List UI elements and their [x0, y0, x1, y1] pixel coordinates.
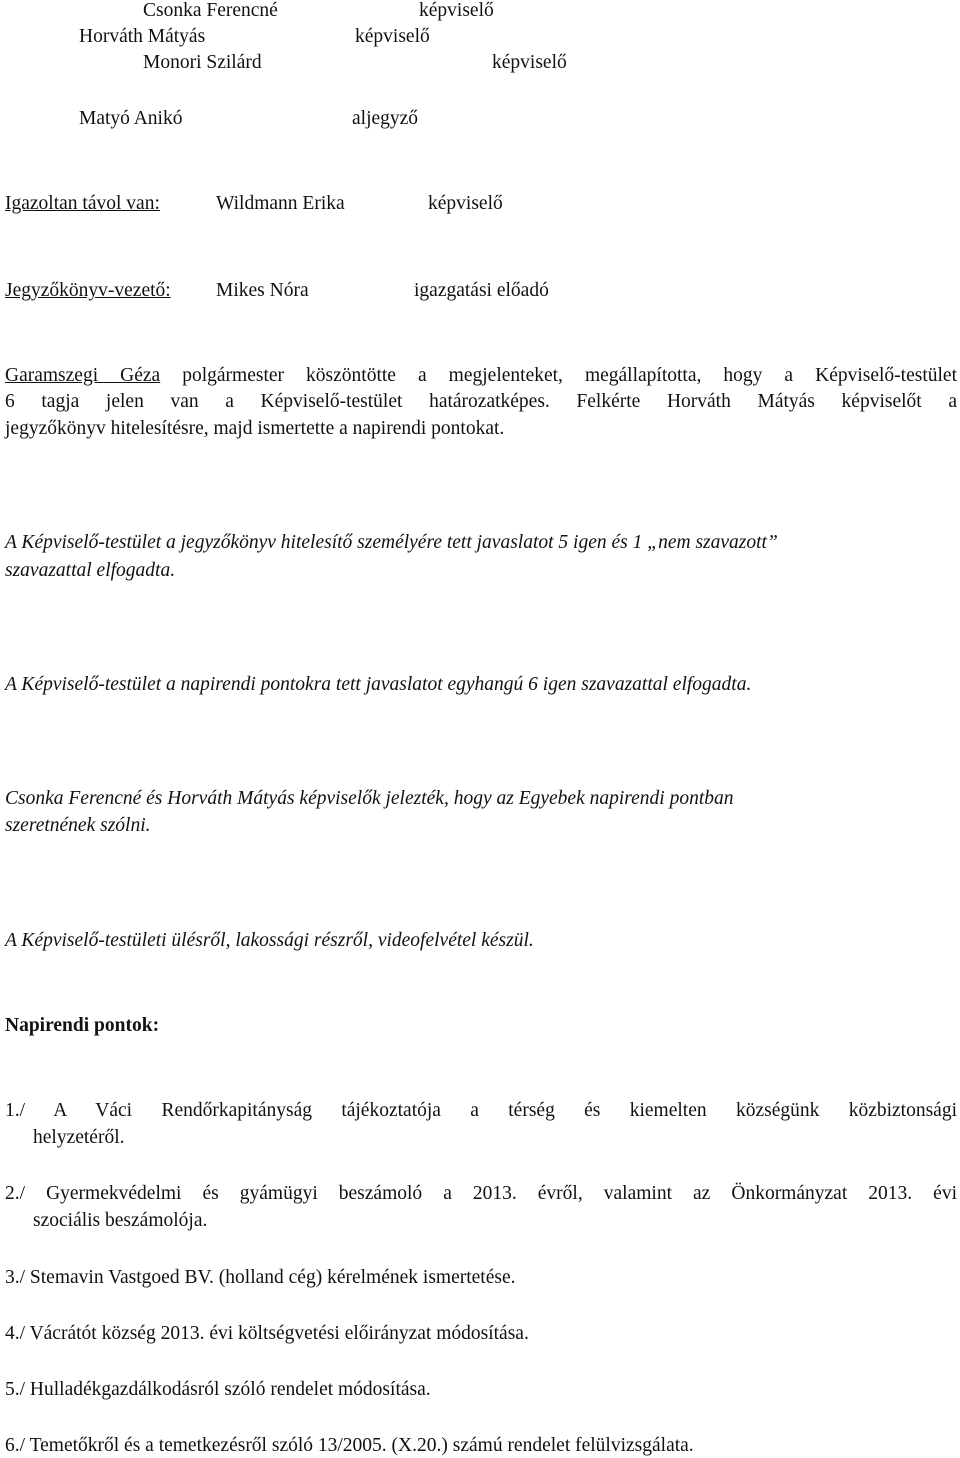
- agenda-item-5: 5./ Hulladékgazdálkodásról szóló rendelet módosítása.: [5, 1379, 431, 1400]
- intro-line-3: jegyzőkönyv hitelesítésre, majd ismertette a napirendi pontokat.: [5, 418, 505, 439]
- agenda-item-4: 4./ Vácrátót község 2013. évi költségvetési előirányzat módosítása.: [5, 1323, 529, 1344]
- agenda-item-2-line-1: 2./ Gyermekvédelmi és gyámügyi beszámoló a 2013. évről, valamint az Önkormányzat 2013. évi: [5, 1183, 957, 1204]
- absent-role: képviselő: [428, 193, 503, 214]
- attendee-role: képviselő: [355, 26, 430, 47]
- attendee-name: Horváth Mátyás: [79, 26, 206, 47]
- decision-3-line-1: Csonka Ferencné és Horváth Mátyás képviselők jelezték, hogy az Egyebek napirendi pontban: [5, 788, 734, 809]
- absent-name: Wildmann Erika: [216, 193, 345, 214]
- absent-label: Igazoltan távol van:: [5, 193, 160, 214]
- agenda-item-2-line-2: szociális beszámolója.: [33, 1210, 208, 1231]
- mayor-name: Garamszegi Géza: [5, 365, 161, 386]
- intro-line-1: [5, 366, 957, 386]
- decision-1-line-1: A Képviselő-testület a jegyzőkönyv hitelesítő személyére tett javaslatot 5 igen és 1 „nem szavazott”: [5, 532, 778, 553]
- intro-line-1-rest: polgármester köszöntötte a megjelenteket, megállapította, hogy a Képviselő-testület: [160, 365, 957, 386]
- agenda-item-1-line-2: helyzetéről.: [33, 1127, 125, 1148]
- attendee-role: képviselő: [492, 52, 567, 73]
- intro-line-2: 6 tagja jelen van a Képviselő-testület határozatképes. Felkérte Horváth Mátyás képviselőt a: [5, 391, 957, 412]
- agenda-heading: Napirendi pontok:: [5, 1015, 160, 1036]
- decision-1-line-2: szavazattal elfogadta.: [5, 560, 176, 581]
- agenda-item-3: 3./ Stemavin Vastgoed BV. (holland cég) kérelmének ismertetése.: [5, 1267, 516, 1288]
- agenda-item-6: 6./ Temetőkről és a temetkezésről szóló 13/2005. (X.20.) számú rendelet felülvizsgálata.: [5, 1435, 694, 1456]
- recorder-role: igazgatási előadó: [414, 280, 549, 301]
- attendee-name: Matyó Anikó: [79, 108, 183, 129]
- decision-4-line-1: A Képviselő-testületi ülésről, lakossági részről, videofelvétel készül.: [5, 930, 534, 951]
- attendee-name: Monori Szilárd: [143, 52, 262, 73]
- attendee-role: képviselő: [419, 0, 494, 21]
- attendee-name: Csonka Ferencné: [143, 0, 278, 21]
- decision-3-line-2: szeretnének szólni.: [5, 815, 151, 836]
- attendee-role: aljegyző: [352, 108, 419, 129]
- agenda-item-1-line-1: 1./ A Váci Rendőrkapitányság tájékoztatója a térség és kiemelten községünk közbiztonsági: [5, 1100, 957, 1121]
- recorder-name: Mikes Nóra: [216, 280, 309, 301]
- recorder-label: Jegyzőkönyv-vezető:: [5, 280, 171, 301]
- decision-2-line-1: A Képviselő-testület a napirendi pontokra tett javaslatot egyhangú 6 igen szavazattal elfogadta.: [5, 674, 752, 695]
